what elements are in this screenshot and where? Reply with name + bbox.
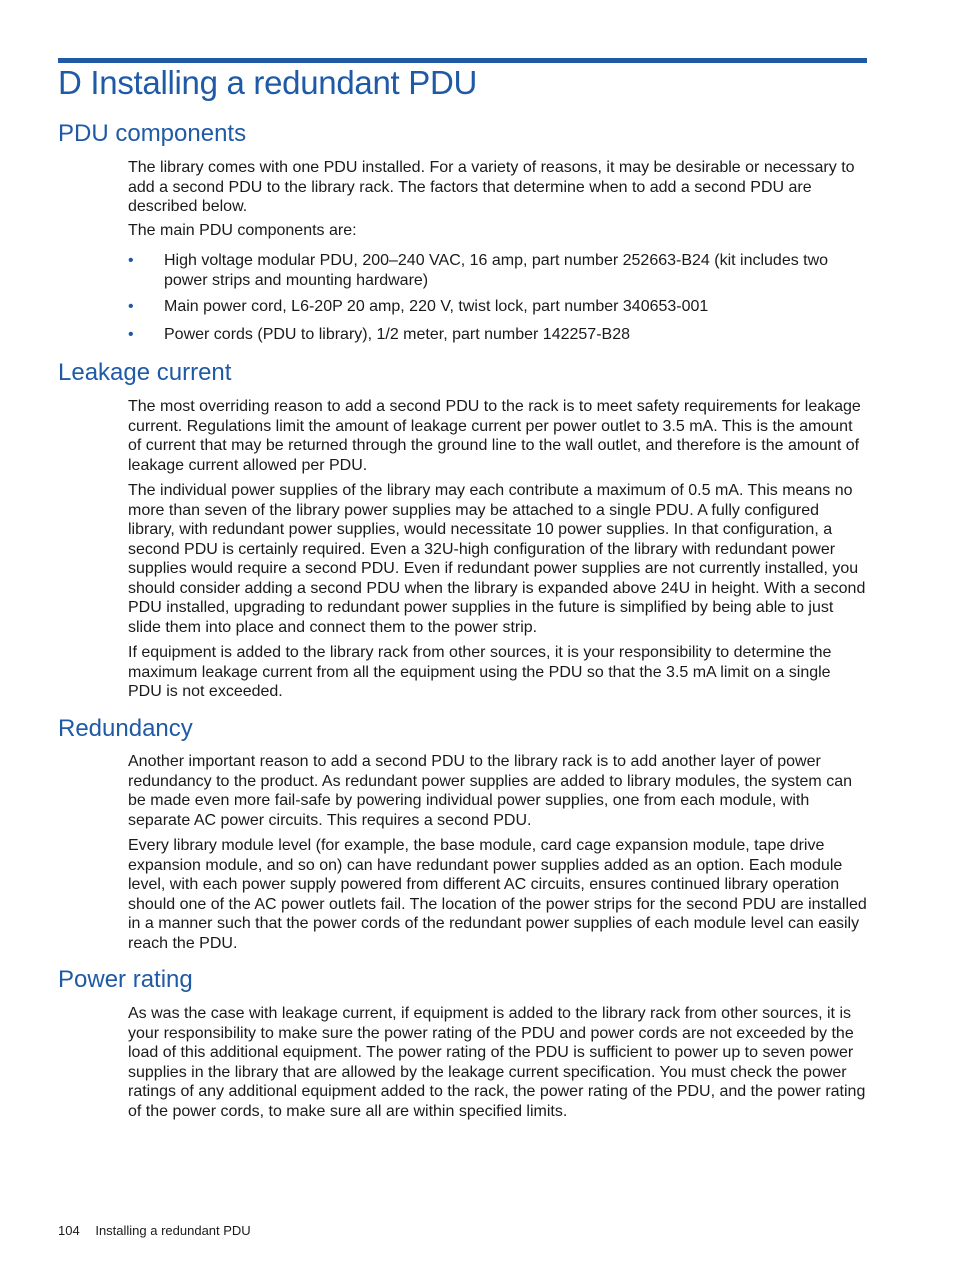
bullet-icon: • bbox=[128, 298, 134, 315]
list-item-text: Power cords (PDU to library), 1/2 meter, part number 142257-B28 bbox=[164, 326, 630, 343]
chapter-title: D Installing a redundant PDU bbox=[58, 64, 478, 101]
section-heading-pdu-components: PDU components bbox=[58, 120, 247, 147]
page-footer bbox=[58, 1223, 251, 1238]
page-number: 104 bbox=[58, 1223, 80, 1238]
chapter-top-rule bbox=[58, 58, 867, 63]
running-title: Installing a redundant PDU bbox=[95, 1223, 251, 1238]
paragraph: Every library module level (for example, the base module, card cage expansion module, tape drive expansion module, and so on) can have redundant power supplies added as an option. Each module level, with each power supply powered from different AC circuits, ensures continued library operation should one of the AC power outlets fail. The location of the power strips for the second PDU are installed in a manner such that the power cords of the redundant power supplies of each module level can easily reach the PDU. bbox=[128, 837, 867, 952]
list-item-text: Main power cord, L6-20P 20 amp, 220 V, twist lock, part number 340653-001 bbox=[164, 298, 709, 315]
section-heading-power-rating: Power rating bbox=[58, 966, 193, 993]
bullet-icon: • bbox=[128, 252, 134, 269]
section-heading-redundancy: Redundancy bbox=[58, 715, 193, 742]
list-item-text: High voltage modular PDU, 200–240 VAC, 16 amp, part number 252663-B24 (kit includes two power strips and mounting hardware) bbox=[164, 252, 829, 289]
paragraph: If equipment is added to the library rack from other sources, it is your responsibility to determine the maximum leakage current from all the equipment using the PDU so that the 3.5 mA limit on a single PDU is not exceeded. bbox=[128, 644, 832, 700]
bullet-icon: • bbox=[128, 326, 134, 343]
paragraph: The main PDU components are: bbox=[128, 222, 357, 239]
paragraph: The most overriding reason to add a second PDU to the rack is to meet safety requirements for leakage current. Regulations limit the amount of leakage current per power outlet to 3.5 mA. This is the amount of current that may be returned through the ground line to the wall outlet, and therefore is the amount of leakage current allowed per PDU. bbox=[128, 398, 861, 474]
paragraph: The individual power supplies of the library may each contribute a maximum of 0.5 mA. This means no more than seven of the library power supplies may be attached to a single PDU. A fully configured library, with redundant power supplies, would necessitate 10 power supplies. In that configuration, a second PDU is certainly required. Even a 32U-high configuration of the library with redundant power supplies would require a second PDU. Even if redundant power supplies are not currently installed, you should consider adding a second PDU when the library is expanded above 24U in height. With a second PDU installed, upgrading to redundant power supplies in the future is simplified by being able to just slide them into place and connect them to the power strip. bbox=[128, 482, 866, 636]
paragraph: As was the case with leakage current, if equipment is added to the library rack from other sources, it is your responsibility to make sure the power rating of the PDU and power cords are not exceeded by the load of this additional equipment. The power rating of the PDU is sufficient to power up to seven power supplies in the library that are allowed by the leakage current specification. You must check the power ratings of any additional equipment added to the rack, the power rating of the PDU, and the power rating of the power cords, to make sure all are within specified limits. bbox=[128, 1005, 866, 1120]
paragraph: Another important reason to add a second PDU to the library rack is to add another layer of power redundancy to the product. As redundant power supplies are added to library modules, the system can be made even more fail-safe by powering individual power supplies, one from each module, with separate AC power circuits. This requires a second PDU. bbox=[128, 753, 852, 829]
section-heading-leakage-current: Leakage current bbox=[58, 359, 232, 386]
paragraph: The library comes with one PDU installed. For a variety of reasons, it may be desirable or necessary to add a second PDU to the library rack. The factors that determine when to add a second PDU are described below. bbox=[128, 159, 855, 215]
